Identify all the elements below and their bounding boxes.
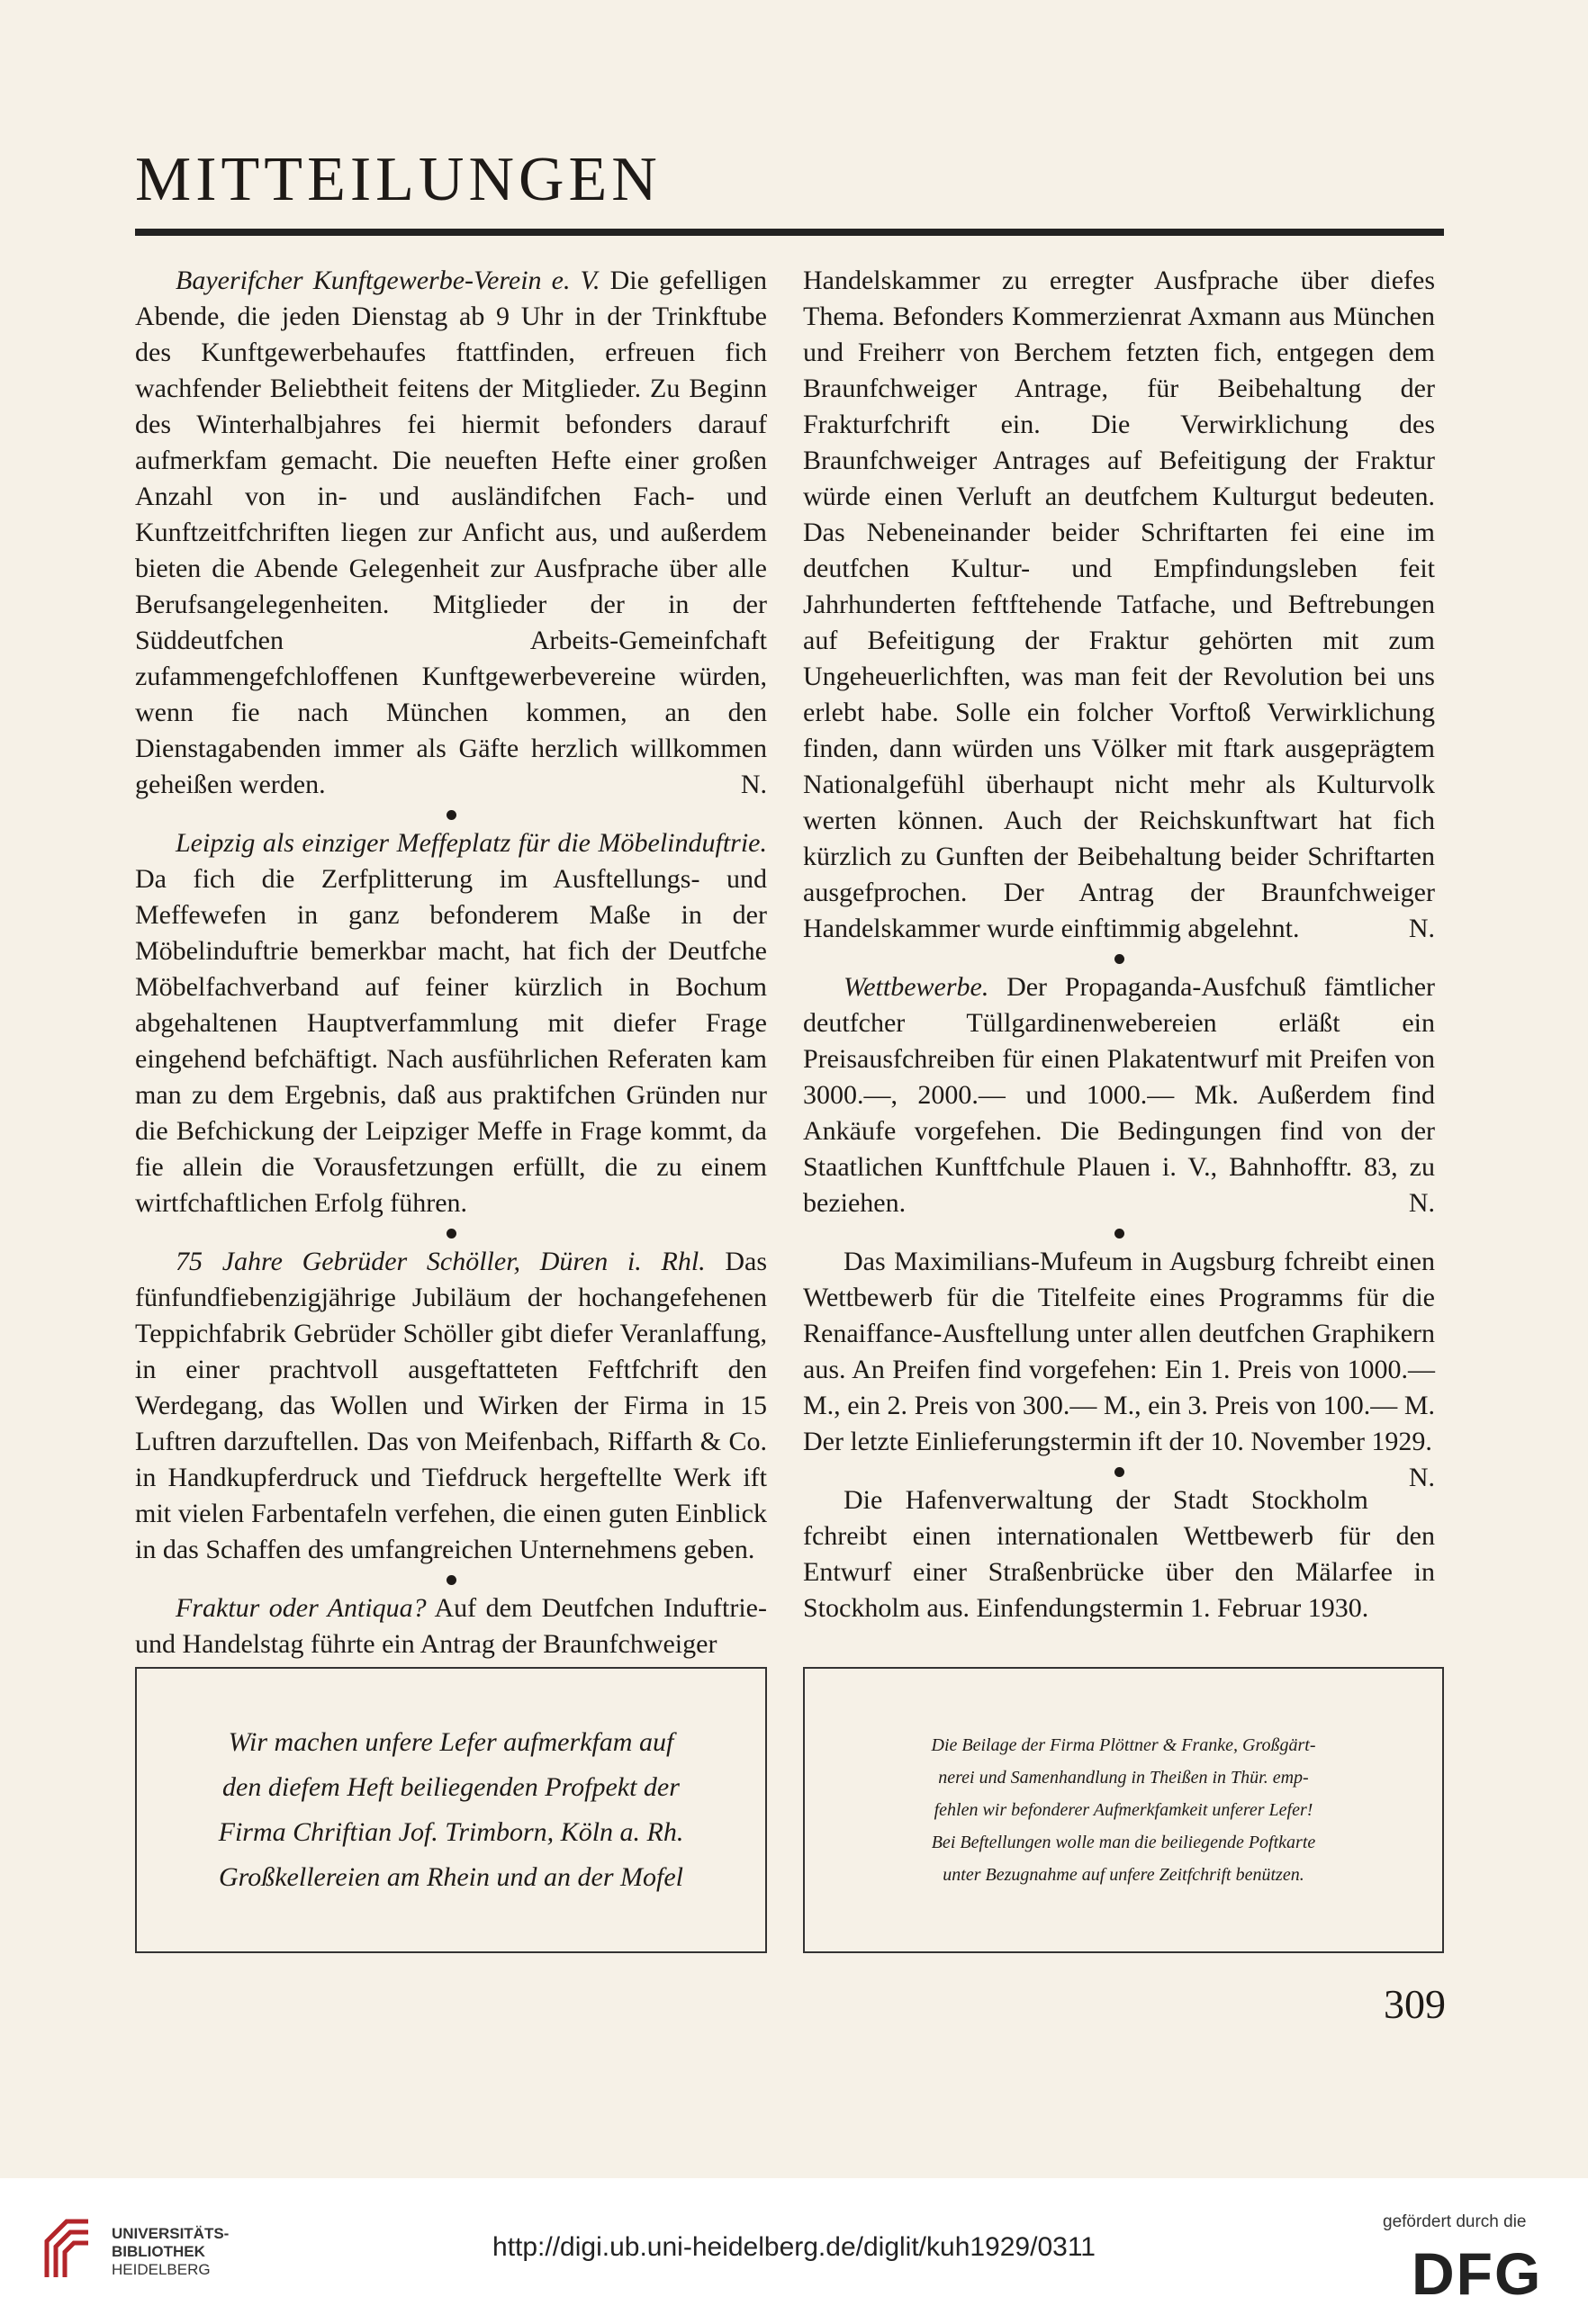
article-text: Das Maximilians-Mufeum in Augsburg fchreibt einen Wettbewerb für die Titelfeite eines Programms für die Renaiffance-Ausftellung unter allen deutfchen Graphikern aus. An Preifen find vorgefehen: Ein 1. Preis von 1000.— M., ein 2. Preis von 300.— M., ein 3. Preis von 100.— M. Der letzte Einlieferungstermin ift der 10. November 1929.	[803, 1247, 1435, 1456]
right-column	[803, 263, 1435, 1626]
article-lead: 75 Jahre Gebrüder Schöller, Düren i. Rhl.	[176, 1247, 706, 1276]
article-lead: Bayerifcher Kunftgewerbe-Verein e. V.	[176, 266, 600, 295]
notice-line: fehlen wir befonderer Aufmerkfamkeit unferer Lefer!	[934, 1800, 1313, 1820]
separator-dot	[447, 1575, 456, 1585]
separator-dot	[1114, 1467, 1124, 1477]
library-name-line: HEIDELBERG	[112, 2261, 211, 2278]
article-text: Das fünfundfiebenzigjährige Jubiläum der hochangefehenen Teppichfabrik Gebrüder Schöller gibt diefer Veranlaffung, in einer prachtvoll ausgeftatteten Feftfchrift den Werdegang, das Wollen und Wirken der Firma in 15 Luftren darzuftellen. Das von Meifenbach, Riffarth & Co. in Handkupferdruck und Tiefdruck hergeftellte Werk ift mit vielen Farbentafeln verfehen, die einen guten Einblick in das Schaffen des umfangreichen Unternehmens geben.	[135, 1247, 767, 1564]
article-signature: N.	[740, 770, 767, 799]
page-number: 309	[1384, 1981, 1446, 2027]
notice-line: Firma Chriftian Jof. Trimborn, Köln a. Rh.	[218, 1817, 684, 1847]
article-signature: N.	[1408, 1188, 1435, 1218]
article	[135, 825, 767, 1221]
notice-line: Bei Beftellungen wolle man die beiliegende Poftkarte	[931, 1833, 1316, 1852]
dfg-logo: DFG	[1412, 2240, 1543, 2307]
notice-box-ploettner	[803, 1667, 1444, 1953]
separator-dot	[1114, 1229, 1124, 1239]
notice-line: unter Bezugnahme auf unfere Zeitfchrift benützen.	[943, 1865, 1304, 1885]
article-text: Die gefelligen Abende, die jeden Dienstag ab 9 Uhr in der Trinkftube des Kunftgewerbehaufes ftattfinden, erfreuen fich wachfender Beliebtheit feitens der Mitglieder. Zu Beginn des Winterhalbjahres fei hiermit befonders darauf aufmerkfam gemacht. Die neueften Hefte einer großen Anzahl von in- und ausländifchen Fach- und Kunftzeitfchriften liegen zur Anficht aus, und außerdem bieten die Abende Gelegenheit zur Ausfprache über alle Berufsangelegenheiten. Mitglieder der in der Süddeutfchen Arbeits-Gemeinfchaft zufammengefchloffenen Kunftgewerbevereine würden, wenn fie nach München kommen, an den Dienstagabenden immer als Gäfte herzlich willkommen geheißen werden.	[135, 266, 767, 799]
article-text: Der Propaganda-Ausfchuß fämtlicher deutfcher Tüllgardinenwebereien erläßt ein Preisausfchreiben für einen Plakatentwurf mit Preifen von 3000.—, 2000.— und 1000.— Mk. Außerdem find Ankäufe vorgefehen. Die Bedingungen find von der Staatlichen Kunftfchule Plauen i. V., Bahnhofftr. 83, zu beziehen.	[803, 972, 1435, 1218]
library-name-line: BIBLIOTHEK	[112, 2243, 205, 2260]
article-lead: Leipzig als einziger Meffeplatz für die Möbelinduftrie.	[176, 828, 767, 858]
article-text: Da fich die Zerfplitterung im Ausftellungs- und Meffewefen in ganz befonderem Maße in der Möbelinduftrie bemerkbar macht, hat fich der Deutfche Möbelfachverband auf feiner kürzlich in Bochum abgehaltenen Hauptverfammlung mit diefer Frage eingehend befchäftigt. Nach ausführlichen Referaten kam man zu dem Ergebnis, daß aus praktifchen Gründen nur die Befchickung der Leipziger Meffe in Frage kommt, da fie allein die Vorausfetzungen erfüllt, die zu einem wirtfchaftlichen Erfolg führen.	[135, 864, 767, 1218]
notice-line: Wir machen unfere Lefer aufmerkfam auf	[228, 1727, 674, 1757]
permalink-url[interactable]: http://digi.ub.uni-heidelberg.de/diglit/kuh1929/0311	[492, 2232, 1096, 2262]
article-lead: Wettbewerbe.	[844, 972, 989, 1002]
article-text: Die Hafenverwaltung der Stadt Stockholm fchreibt einen internationalen Wettbewerb für den Entwurf einer Straßenbrücke über den Mälarfee in Stockholm aus. Einfendungstermin 1. Februar 1930.	[803, 1485, 1435, 1623]
notice-box-trimborn	[135, 1667, 767, 1953]
separator-dot	[1114, 954, 1124, 964]
article	[135, 1590, 767, 1662]
notice-line: Großkellereien am Rhein und an der Mofel	[219, 1862, 683, 1892]
article-signature: N.	[1408, 914, 1435, 943]
article	[803, 1482, 1435, 1626]
article	[803, 263, 1435, 947]
notice-line: Die Beilage der Firma Plöttner & Franke, Großgärt-	[931, 1735, 1316, 1755]
article	[803, 1244, 1435, 1492]
article-lead: Fraktur oder Antiqua?	[176, 1593, 427, 1623]
article	[803, 969, 1435, 1221]
notice-line: nerei und Samenhandlung in Theißen in Thür. emp-	[938, 1768, 1309, 1788]
library-name-line: UNIVERSITÄTS-	[112, 2225, 230, 2242]
footer-bar	[0, 2178, 1588, 2324]
title-rule	[135, 229, 1444, 236]
article-text: Auf dem Deutfchen Induftrie- und Handelstag führte ein Antrag der Braunfchweiger	[135, 1593, 767, 1659]
notice-line: den diefem Heft beiliegenden Profpekt der	[222, 1772, 680, 1802]
page-title: MITTEILUNGEN	[135, 145, 662, 214]
sponsor-caption: gefördert durch die	[1383, 2212, 1527, 2231]
article	[135, 263, 767, 803]
separator-dot	[447, 810, 456, 820]
separator-dot	[447, 1229, 456, 1239]
article	[135, 1244, 767, 1568]
article-signature: N.	[1408, 1463, 1435, 1492]
left-column	[135, 263, 767, 1662]
article-text: Handelskammer zu erregter Ausfprache über diefes Thema. Befonders Kommerzienrat Axmann aus München und Freiherr von Berchem fetzten fich, entgegen dem Braunfchweiger Antrage, für Beibehaltung der Frakturfchrift ein. Die Verwirklichung des Braunfchweiger Antrages auf Befeitigung der Fraktur würde einen Verluft an deutfchem Kulturgut bedeuten. Das Nebeneinander beider Schriftarten fei eine im deutfchen Kultur- und Empfindungsleben feit Jahrhunderten feftftehende Tatfache, und Beftrebungen auf Befeitigung der Fraktur gehörten mit zum Ungeheuerlichften, was man feit der Revolution bei uns erlebt habe. Solle ein folcher Vorftoß Verwirklichung finden, dann würden uns Völker mit ftark ausgeprägtem Nationalgefühl überhaupt nicht mehr als Kulturvolk werten können. Auch der Reichskunftwart hat fich kürzlich zu Gunften der Beibehaltung beider Schriftarten ausgefprochen. Der Antrag der Braunfchweiger Handelskammer wurde einftimmig abgelehnt.	[803, 266, 1435, 943]
